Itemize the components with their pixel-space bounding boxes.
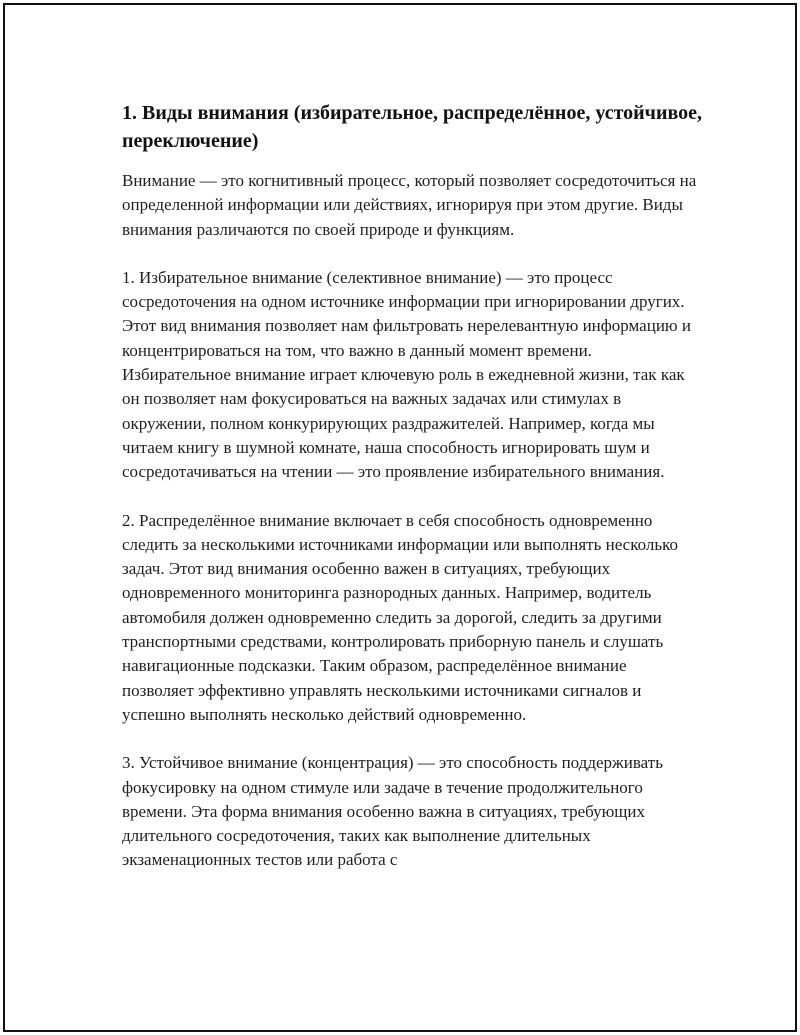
- section-title: 1. Виды внимания (избирательное, распределённое, устойчивое, переключение): [122, 102, 703, 152]
- divided-attention-paragraph: 2. Распределённое внимание включает в себя способность одновременно следить за несколькими источниками информации или выполнять несколько задач. Этот вид внимания особенно важен в ситуациях, требующих одновременного мониторинга разнородных данных. Например, водитель автомобиля должен одновременно следить за дорогой, следить за другими транспортными средствами, контролировать приборную панель и слушать навигационные подсказки. Таким образом, распределённое внимание позволяет эффективно управлять несколькими источниками сигналов и успешно выполнять несколько действий одновременно.: [122, 510, 679, 724]
- selective-attention-paragraph: 1. Избирательное внимание (селективное внимание) — это процесс сосредоточения на одном источнике информации при игнорировании других. Этот вид внимания позволяет нам фильтровать нерелевантную информацию и концентрироваться на том, что важно в данный момент времени. Избирательное внимание играет ключевую роль в ежедневной жизни, так как он позволяет нам фокусироваться на важных задачах или стимулах в окружении, полном конкурирующих раздражителей. Например, когда мы читаем книгу в шумной комнате, наша способность игнорировать шум и сосредотачиваться на чтении — это проявление избирательного внимания.: [122, 267, 691, 482]
- document-page: [3, 3, 797, 1032]
- document-body: [122, 99, 702, 897]
- sustained-attention-paragraph: 3. Устойчивое внимание (концентрация) — это способность поддерживать фокусировку на одном стимуле или задаче в течение продолжительного времени. Эта форма внимания особенно важна в ситуациях, требующих длительного сосредоточения, таких как выполнение длительных экзаменационных тестов или работа с: [122, 753, 663, 870]
- intro-paragraph: Внимание — это когнитивный процесс, который позволяет сосредоточиться на определенной информации или действиях, игнорируя при этом другие. Виды внимания различаются по своей природе и функциям.: [122, 171, 697, 239]
